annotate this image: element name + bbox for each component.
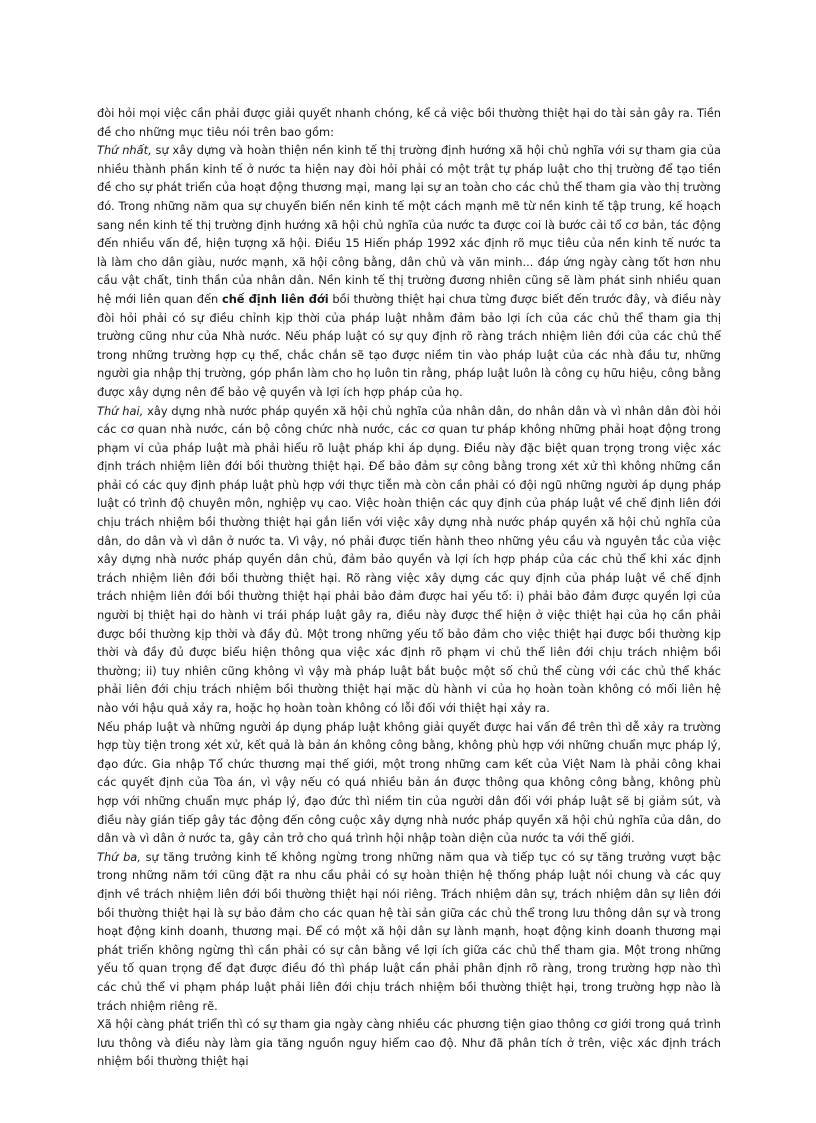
paragraph-lead: Thứ hai, [97, 403, 144, 418]
document-body [97, 104, 722, 1069]
paragraph-intro: đòi hỏi mọi việc cần phải được giải quyết nhanh chóng, kể cả việc bồi thường thiệt hại do tài sản gây ra. Tiền đề cho những mục tiêu nói trên bao gồm: [97, 106, 721, 139]
paragraph-xa-hoi: Xã hội càng phát triển thì có sự tham gia ngày càng nhiều các phương tiện giao thông cơ giới trong quá trình lưu thông và điều này làm gia tăng nguồn nguy hiểm cao độ. Như đã phân tích ở trên, việc xác định trách nhiệm bồi thường thiệt hại [97, 1017, 721, 1069]
paragraph-thu-nhat: Thứ nhất, sự xây dựng và hoàn thiện nền kinh tế thị trường định hướng xã hội chủ nghĩa với sự tham gia của nhiều thành phần kinh tế ở nước ta hiện nay đòi hỏi phải có một trật tự pháp luật cho thị trường để tạo tiền đề cho sự phát triển của hoạt động thương mại, mang lại sự an toàn cho các chủ thể tham gia vào thị trường đó. Trong những năm qua sự chuyển biến nền kinh tế một cách mạnh mẽ từ nền kinh tế tập trung, kế hoạch sang nền kinh tế thị trường định hướng xã hội chủ nghĩa của nước ta được coi là bước cải tổ cơ bản, tác động đến nhiều vấn đề, hiện tượng xã hội. Điều 15 Hiến pháp 1992 xác định rõ mục tiêu của nền kinh tế nước ta là làm cho dân giàu, nước mạnh, xã hội công bằng, dân chủ và văn minh... đáp ứng ngày càng tốt hơn nhu cầu vật chất, tinh thần của nhân dân. Nền kinh tế thị trường đương nhiên cũng sẽ làm phát sinh nhiều quan hệ mới liên quan đến chế định liên đới bồi thường thiệt hại chưa từng được biết đến trước đây, và điều này đòi hỏi phải có sự điều chỉnh kịp thời của pháp luật nhằm đảm bảo lợi ích của các chủ thể tham gia thị trường cũng như của Nhà nước. Nếu pháp luật có sự quy định rõ ràng trách nhiệm liên đới của các chủ thể trong những trường hợp cụ thể, chắc chắn sẽ tạo được niềm tin vào pháp luật của các nhà đầu tư, những người gia nhập thị trường, góp phần làm cho họ luôn tin rằng, pháp luật luôn là công cụ hữu hiệu, công bằng được xây dựng nên để bảo vệ quyền và lợi ích hợp pháp của họ. [97, 143, 721, 399]
paragraph-lead: Thứ ba, [97, 849, 141, 864]
paragraph-thu-ba: Thứ ba, sự tăng trưởng kinh tế không ngừng trong những năm qua và tiếp tục có sự tăng trưởng vượt bậc trong những năm tới cũng đặt ra nhu cầu phải có sự hoàn thiện hệ thống pháp luật nói chung và các quy định về trách nhiệm liên đới bồi thường thiệt hại nói riêng. Trách nhiệm dân sự, trách nhiệm dân sự liên đới bồi thường thiệt hại là sự bảo đảm cho các quan hệ tài sản giữa các chủ thể trong lưu thông dân sự và trong hoạt động kinh doanh, thương mại. Để có một xã hội dân sự lành mạnh, hoạt động kinh doanh thương mại phát triển không ngừng thì cần phải có sự cân bằng về lợi ích giữa các chủ thể tham gia. Một trong những yếu tố quan trọng để đạt được điều đó thì pháp luật cần phải phân định rõ ràng, trong trường hợp nào thì các chủ thể vi phạm pháp luật phải liên đới chịu trách nhiệm bồi thường thiệt hại, trong trường hợp nào là trách nhiệm riêng rẽ. [97, 849, 722, 1013]
bold-term: chế định liên đới [221, 291, 329, 306]
paragraph-neu-phap-luat: Nếu pháp luật và những người áp dụng pháp luật không giải quyết được hai vấn đề trên thì dễ xảy ra trường hợp tùy tiện trong xét xử, kết quả là bản án không công bằng, không phù hợp với những chuẩn mực pháp lý, đạo đức. Gia nhập Tổ chức thương mại thế giới, một trong những cam kết của Việt Nam là phải công khai các quyết định của Tòa án, vì vậy nếu có quá nhiều bản án được thông qua không công bằng, không phù hợp với những chuẩn mực pháp lý, đạo đức thì niềm tin của người dân đối với pháp luật sẽ bị giảm sút, và điều này gián tiếp gây tác động đến công cuộc xây dựng nhà nước pháp quyền xã hội chủ nghĩa của dân, do dân và vì dân ở nước ta, gây cản trở cho quá trình hội nhập toàn diện của nước ta với thế giới. [97, 719, 721, 846]
paragraph-thu-hai: Thứ hai, xây dựng nhà nước pháp quyền xã hội chủ nghĩa của nhân dân, do nhân dân và vì nhân dân đòi hỏi các cơ quan nhà nước, cán bộ công chức nhà nước, các cơ quan tư pháp không những phải hoạt động trong phạm vi của pháp luật mà phải hiểu rõ luật pháp khi áp dụng. Điều này đặc biệt quan trọng trong việc xác định trách nhiệm liên đới bồi thường thiệt hại. Để bảo đảm sự công bằng trong xét xử thì không những cần phải có các quy định pháp luật phù hợp với thực tiễn mà còn cần phải có đội ngũ những người áp dụng pháp luật có trình độ chuyên môn, nghiệp vụ cao. Việc hoàn thiện các quy định của pháp luật về chế định liên đới chịu trách nhiệm bồi thường thiệt hại gắn liền với việc xây dựng nhà nước pháp quyền xã hội chủ nghĩa của dân, do dân và vì dân ở nước ta. Vì vậy, nó phải được tiến hành theo những yêu cầu và nguyên tắc của việc xây dựng nhà nước pháp quyền dân chủ, đảm bảo quyền và lợi ích hợp pháp của các chủ thể khi xác định trách nhiệm liên đới bồi thường thiệt hại. Rõ ràng việc xây dựng các quy định của pháp luật về chế định trách nhiệm liên đới bồi thường thiệt hại phải bảo đảm được hai yếu tố: i) phải bảo đảm được quyền lợi của người bị thiệt hại do hành vi trái pháp luật gây ra, điều này được thể hiện ở việc thiệt hại của họ cần phải được bồi thường kịp thời và đầy đủ. Một trong những yếu tố bảo đảm cho việc thiệt hại được bồi thường kịp thời và đầy đủ được biểu hiện thông qua việc xác định rõ phạm vi chủ thể liên đới chịu trách nhiệm bồi thường; ii) tuy nhiên cũng không vì vậy mà pháp luật bắt buộc một số chủ thể cùng với các chủ thể khác phải liên đới chịu trách nhiệm bồi thường thiệt hại mặc dù hành vi của họ hoàn toàn không có mối liên hệ nào với hậu quả xảy ra, hoặc họ hoàn toàn không có lỗi đối với thiệt hại xảy ra. [97, 403, 721, 715]
paragraph-lead: Thứ nhất, [97, 143, 152, 158]
